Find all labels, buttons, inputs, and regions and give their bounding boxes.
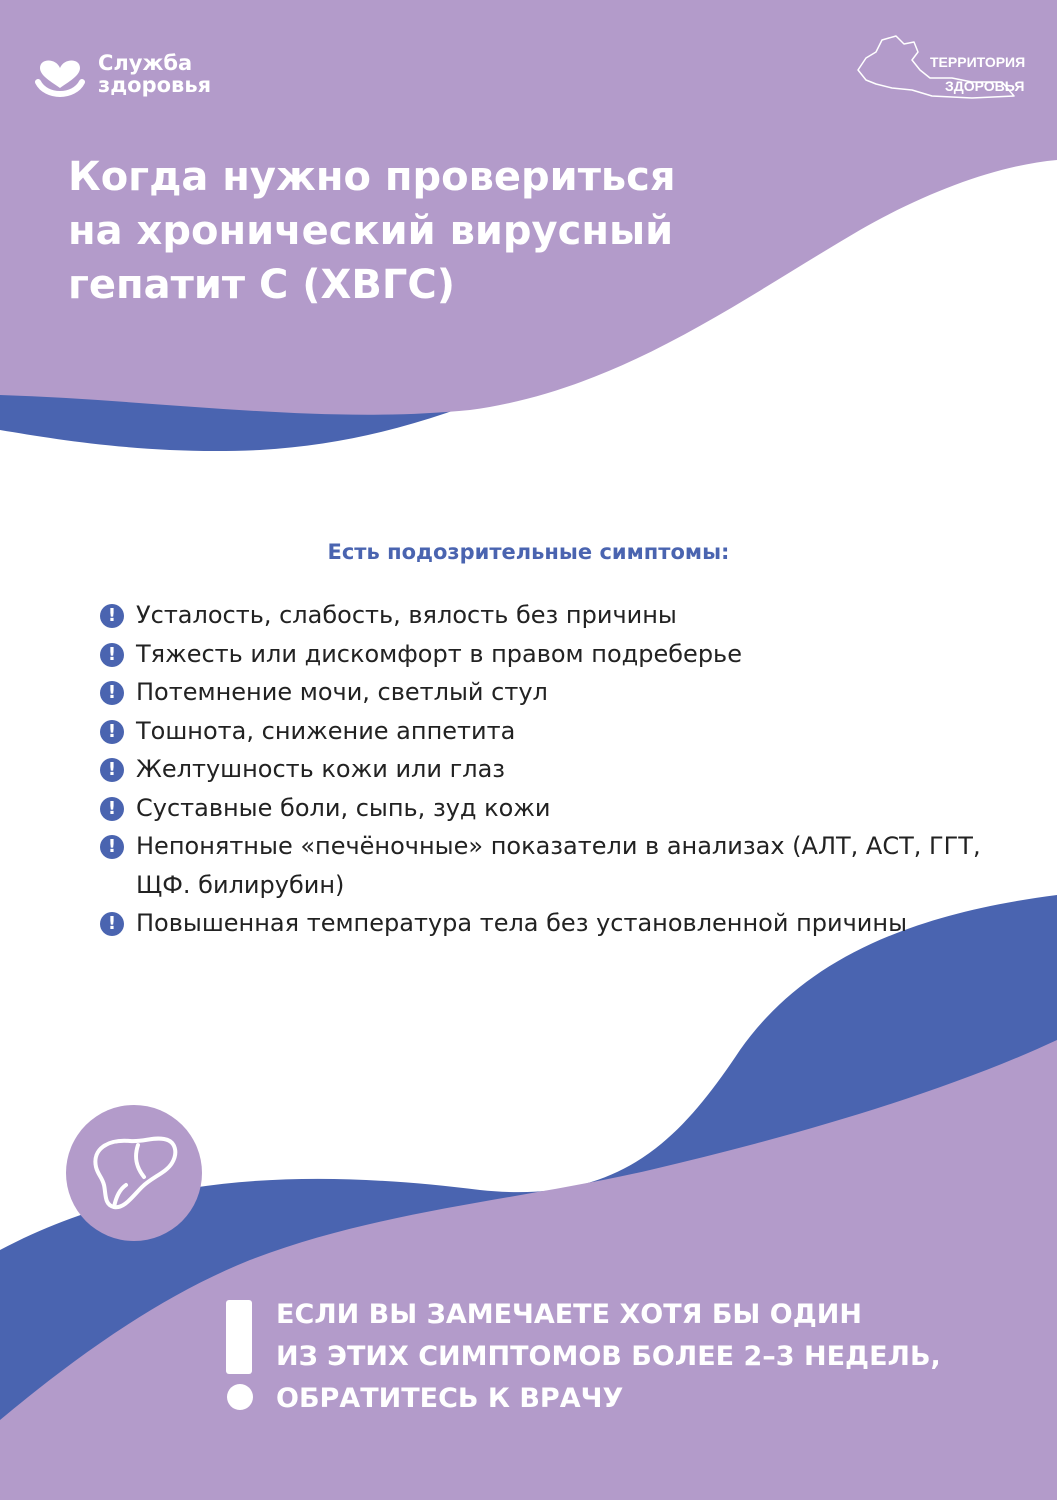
warning-line1: ЕСЛИ ВЫ ЗАМЕЧАЕТЕ ХОТЯ БЫ ОДИН [276,1299,862,1330]
exclamation-circle-icon: ! [100,604,124,628]
symptom-item [100,596,1000,635]
title-line1: Когда нужно провериться [68,154,676,200]
title-line2: на хронический вирусный [68,208,674,254]
logo-left-text [98,52,211,96]
exclamation-circle-icon: ! [100,912,124,936]
logo-right-line2: ЗДОРОВЬЯ [945,78,1025,94]
heart-smile-icon [34,48,86,100]
symptom-item [100,827,1000,904]
symptom-item [100,789,1000,828]
exclamation-circle-icon: ! [100,758,124,782]
symptom-text: Повышенная температура тела без установленной причины [136,909,908,937]
symptom-text: Непонятные «печёночные» показатели в анализах (АЛТ, АСТ, ГГТ, ЩФ. билирубин) [136,832,981,899]
logo-left-line1: Служба [98,51,193,75]
symptom-text: Желтушность кожи или глаз [136,755,506,783]
symptom-item [100,635,1000,674]
symptom-text: Суставные боли, сыпь, зуд кожи [136,793,551,822]
logo-right-line1: ТЕРРИТОРИЯ [930,54,1026,70]
symptoms-list [100,596,1000,943]
exclamation-bar [226,1300,252,1374]
symptoms-heading: Есть подозрительные симптомы: [327,540,730,564]
symptom-text: Тяжесть или дискомфорт в правом подреберье [136,639,742,668]
warning-line3: ОБРАТИТЕСЬ К ВРАЧУ [276,1383,624,1414]
symptom-text: Усталость, слабость, вялость без причины [136,601,677,629]
title-line3: гепатит С (ХВГС) [68,262,455,308]
exclamation-circle-icon: ! [100,835,124,859]
exclamation-circle-icon: ! [100,643,124,667]
exclamation-circle-icon: ! [100,681,124,705]
warning-message [276,1294,941,1420]
exclamation-circle-icon: ! [100,720,124,744]
warning-line2: ИЗ ЭТИХ СИМПТОМОВ БОЛЕЕ 2–3 НЕДЕЛЬ, [276,1341,941,1372]
symptom-item [100,750,1000,789]
logo-left-line2: здоровья [98,73,212,97]
symptom-item [100,904,1000,943]
exclamation-icon [222,1300,258,1412]
exclamation-circle-icon: ! [100,797,124,821]
logo-territoriya-zdorovya [852,30,1026,105]
page-title [68,150,676,312]
liver-icon [86,1127,182,1219]
symptom-text: Тошнота, снижение аппетита [136,716,516,745]
liver-badge [66,1105,202,1241]
symptom-text: Потемнение мочи, светлый стул [136,678,548,706]
symptom-item [100,673,1000,712]
exclamation-dot [227,1384,253,1410]
symptom-item [100,712,1000,751]
logo-sluzhba-zdorovya [34,48,211,100]
